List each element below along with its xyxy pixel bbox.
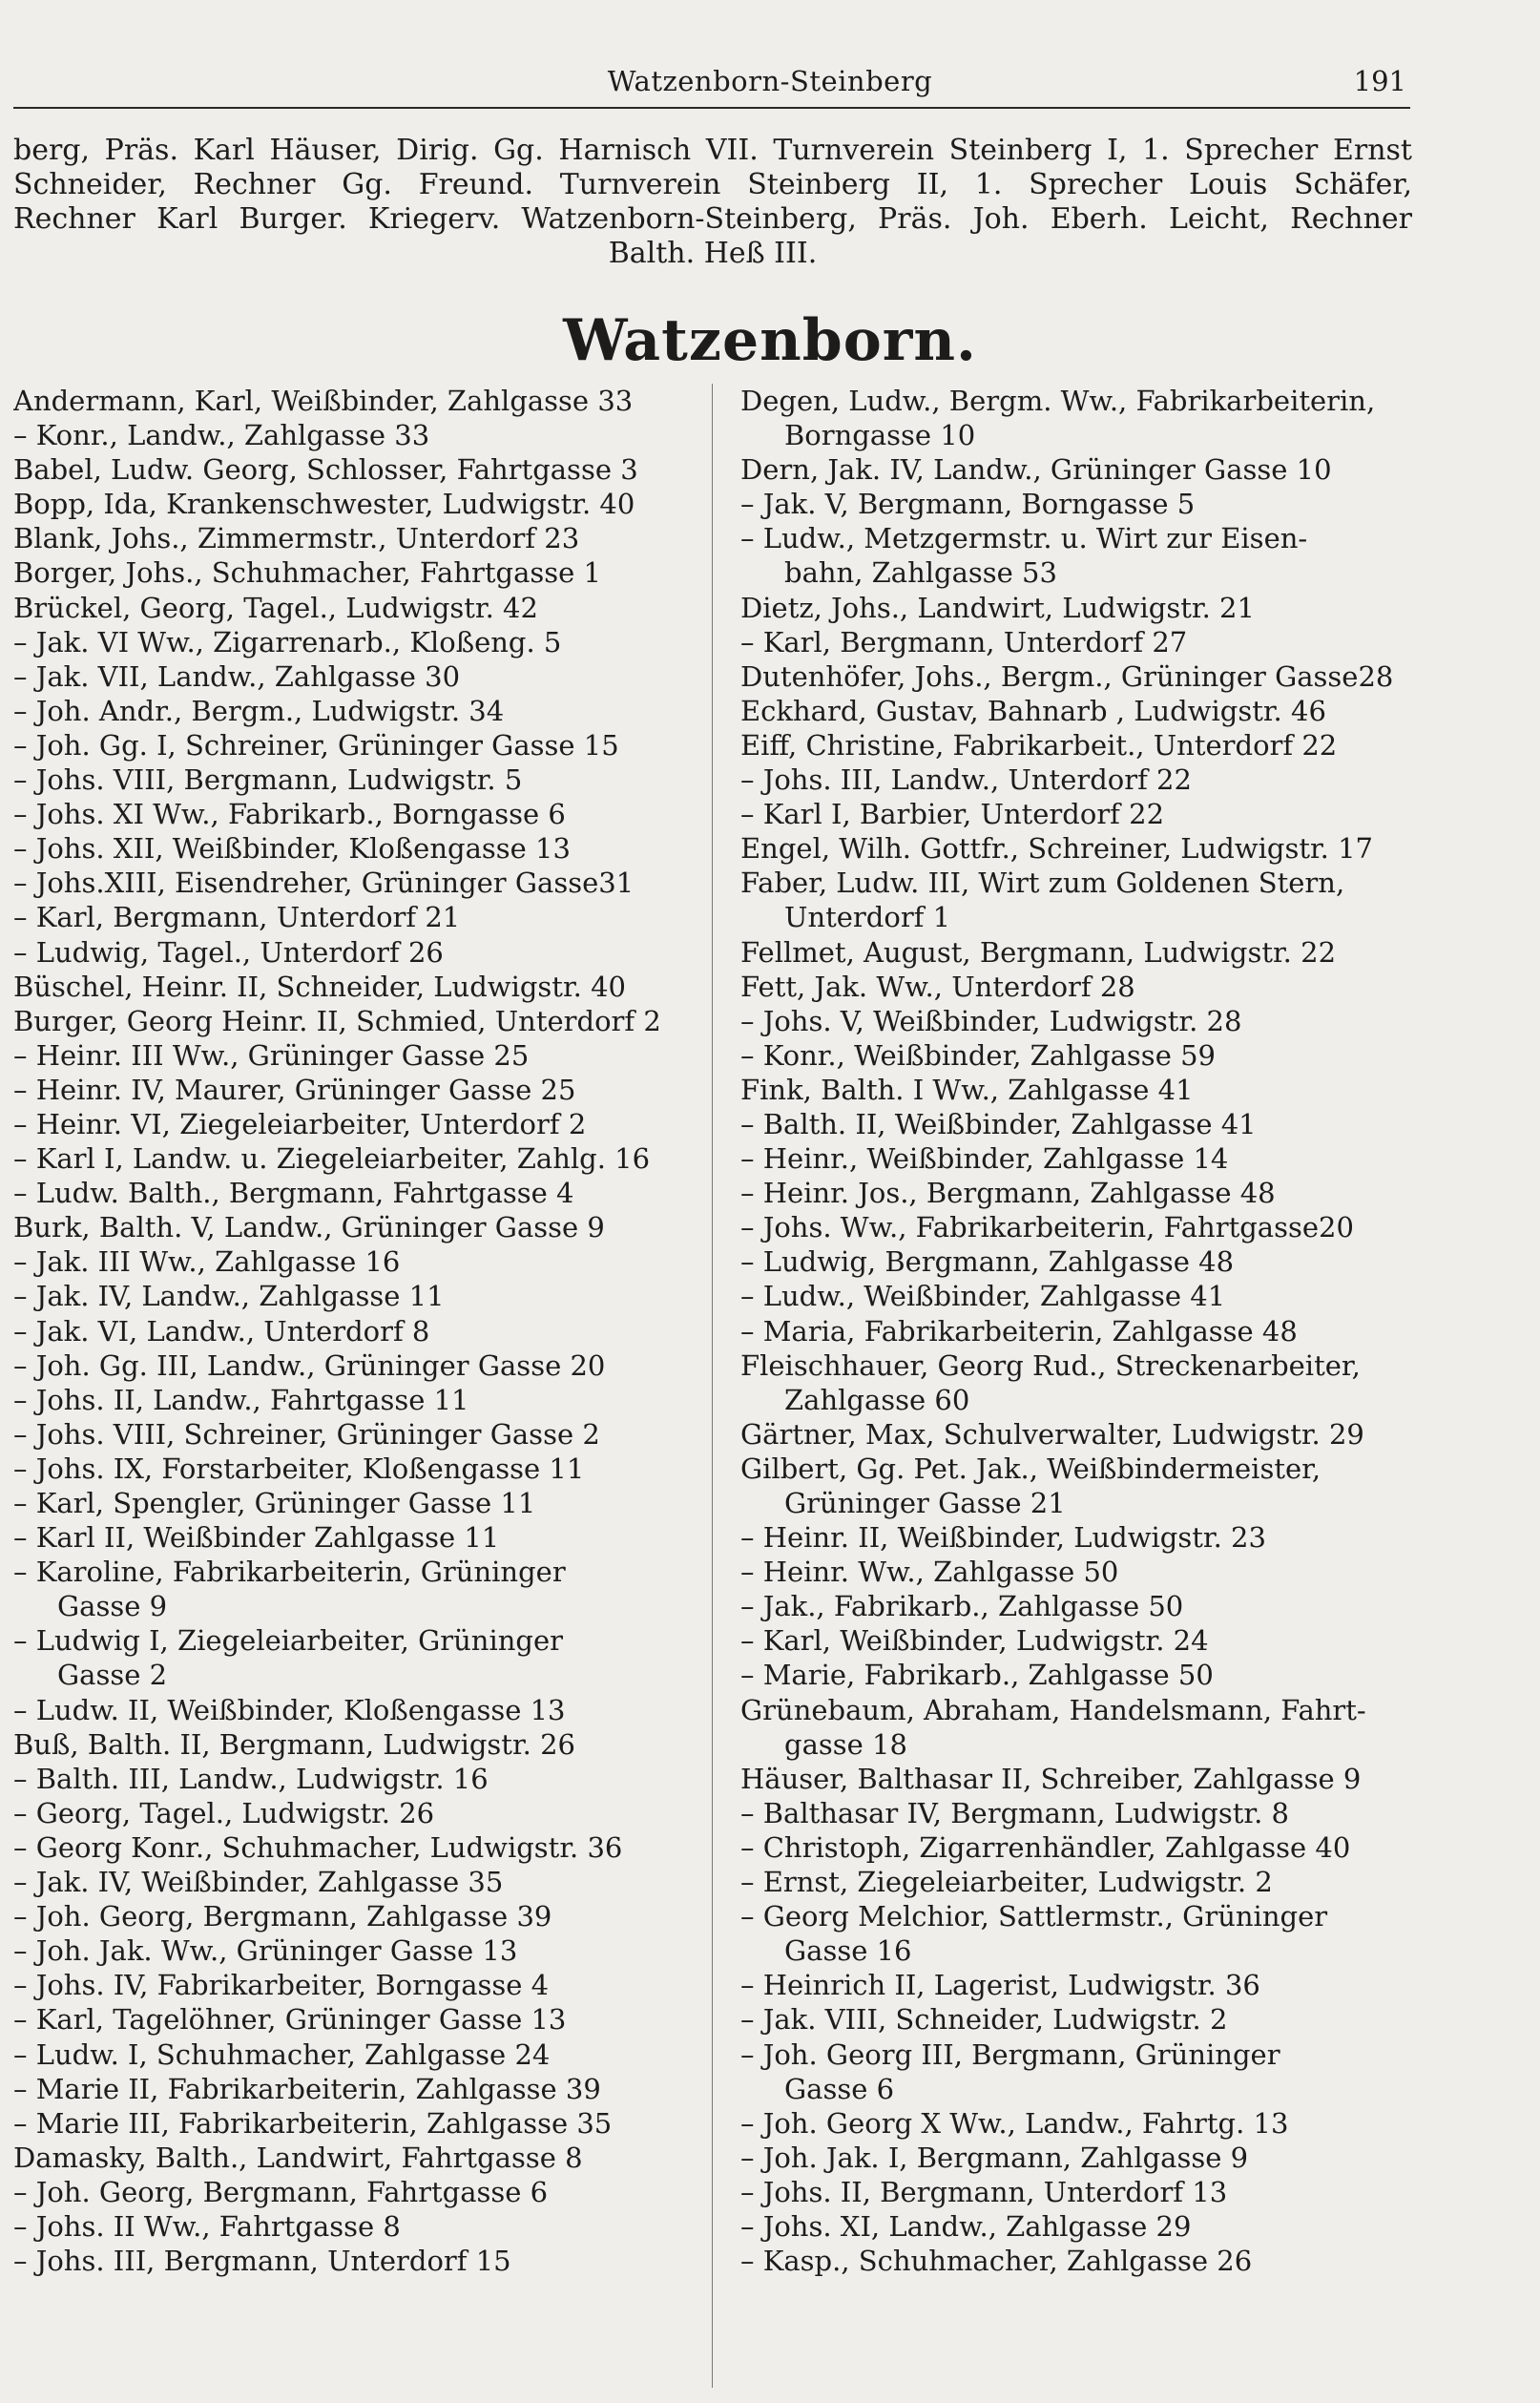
directory-entry: Fink, Balth. I Ww., Zahlgasse 41 [740, 1073, 1194, 1106]
directory-entry: – Jak. VI, Landw., Unterdorf 8 [13, 1314, 430, 1348]
directory-entry: – Maria, Fabrikarbeiterin, Zahlgasse 48 [740, 1314, 1298, 1348]
directory-entry: Buß, Balth. II, Bergmann, Ludwigstr. 26 [13, 1727, 575, 1761]
directory-entry: Dern, Jak. IV, Landw., Grüninger Gasse 10 [740, 453, 1332, 487]
directory-entry: gasse 18 [784, 1727, 907, 1761]
directory-entry: – Karoline, Fabrikarbeiterin, Grüninger [13, 1556, 566, 1589]
intro-line: Balth. Heß III. [608, 237, 818, 270]
directory-entry: – Jak. III Ww., Zahlgasse 16 [13, 1245, 401, 1279]
directory-entry: Borger, Johs., Schuhmacher, Fahrtgasse 1 [13, 556, 601, 590]
directory-entry: bahn, Zahlgasse 53 [784, 556, 1057, 590]
directory-entry: – Jak. V, Bergmann, Borngasse 5 [740, 488, 1196, 521]
directory-entry: – Joh. Georg X Ww., Landw., Fahrtg. 13 [740, 2106, 1289, 2140]
directory-entry: – Joh. Andr., Bergm., Ludwigstr. 34 [13, 694, 505, 727]
directory-entry: Gilbert, Gg. Pet. Jak., Weißbindermeister, [740, 1452, 1321, 1485]
right-column [740, 384, 1424, 2278]
directory-entry: – Kasp., Schuhmacher, Zahlgasse 26 [740, 2245, 1253, 2278]
directory-entry: – Jak. VI Ww., Zigarrenarb., Kloßeng. 5 [13, 625, 562, 658]
directory-entry: Borngasse 10 [784, 419, 976, 452]
intro-paragraph [13, 134, 1412, 271]
directory-entry: Andermann, Karl, Weißbinder, Zahlgasse 33 [13, 385, 634, 417]
directory-entry: Dietz, Johs., Landwirt, Ludwigstr. 21 [740, 591, 1255, 624]
directory-entry: Burk, Balth. V, Landw., Grüninger Gasse 9 [13, 1211, 605, 1244]
directory-entry: – Johs. II, Bergmann, Unterdorf 13 [740, 2175, 1228, 2208]
directory-entry: – Ludw. II, Weißbinder, Kloßengasse 13 [13, 1693, 566, 1726]
directory-entry: – Heinr. VI, Ziegeleiarbeiter, Unterdorf 2 [13, 1107, 587, 1140]
directory-entry: – Georg Melchior, Sattlermstr., Grüninger [740, 1900, 1328, 1933]
directory-entry: – Johs. II Ww., Fahrtgasse 8 [13, 2209, 401, 2243]
directory-entry: Fellmet, August, Bergmann, Ludwigstr. 22 [740, 935, 1337, 969]
directory-entry: – Joh. Gg. III, Landw., Grüninger Gasse 20 [13, 1348, 606, 1382]
page-title: Watzenborn-Steinberg [607, 65, 933, 97]
directory-entry: – Marie II, Fabrikarbeiterin, Zahlgasse 39 [13, 2072, 601, 2105]
directory-entry: – Johs. VIII, Schreiner, Grüninger Gasse 2 [13, 1417, 600, 1451]
header-rule [13, 107, 1410, 109]
intro-line: Schneider, Rechner Gg. Freund. Turnverein Steinberg II, 1. Sprecher Louis Schäfer, [13, 168, 1412, 201]
directory-entry: – Jak. IV, Weißbinder, Zahlgasse 35 [13, 1866, 504, 1899]
directory-entry: – Joh. Georg III, Bergmann, Grüninger [740, 2037, 1280, 2071]
directory-entry: – Johs. Ww., Fabrikarbeiterin, Fahrtgasse20 [740, 1211, 1354, 1244]
page-number: 191 [1353, 65, 1406, 97]
directory-entry: Fleischhauer, Georg Rud., Streckenarbeiter, [740, 1348, 1361, 1382]
directory-entry: – Karl I, Barbier, Unterdorf 22 [740, 798, 1165, 831]
directory-entry: Zahlgasse 60 [784, 1383, 970, 1416]
directory-entry: – Georg, Tagel., Ludwigstr. 26 [13, 1796, 435, 1829]
directory-entry: – Ludwig, Bergmann, Zahlgasse 48 [740, 1245, 1235, 1279]
directory-entry: – Ludw., Metzgermstr. u. Wirt zur Eisen- [740, 522, 1308, 555]
directory-entry: Gärtner, Max, Schulverwalter, Ludwigstr. 29 [740, 1417, 1364, 1451]
directory-entry: – Georg Konr., Schuhmacher, Ludwigstr. 36 [13, 1830, 623, 1864]
directory-entry: – Karl, Spengler, Grüninger Gasse 11 [13, 1487, 536, 1519]
directory-entry: – Johs. III, Bergmann, Unterdorf 15 [13, 2245, 511, 2278]
directory-entry: – Heinr. IV, Maurer, Grüninger Gasse 25 [13, 1073, 576, 1106]
directory-entry: – Johs.XIII, Eisendreher, Grüninger Gasse31 [13, 867, 635, 900]
column-divider [712, 384, 713, 2388]
directory-entry: – Johs. VIII, Bergmann, Ludwigstr. 5 [13, 763, 523, 797]
directory-entry: – Heinrich II, Lagerist, Ludwigstr. 36 [740, 1969, 1260, 2002]
directory-entry: – Christoph, Zigarrenhändler, Zahlgasse 40 [740, 1830, 1351, 1864]
directory-entry: – Johs. XI, Landw., Zahlgasse 29 [740, 2209, 1192, 2243]
directory-entry: – Johs. IX, Forstarbeiter, Kloßengasse 11 [13, 1452, 585, 1485]
directory-entry: – Marie III, Fabrikarbeiterin, Zahlgasse 35 [13, 2106, 613, 2140]
directory-entry: – Heinr. Ww., Zahlgasse 50 [740, 1556, 1119, 1589]
directory-entry: – Joh. Jak. I, Bergmann, Zahlgasse 9 [740, 2141, 1249, 2174]
directory-entry: Gasse 2 [57, 1659, 168, 1692]
directory-entry: Gasse 6 [784, 2072, 895, 2105]
directory-entry: – Heinr. III Ww., Grüninger Gasse 25 [13, 1038, 530, 1072]
directory-entry: – Karl, Bergmann, Unterdorf 27 [740, 625, 1188, 658]
directory-entry: – Karl, Weißbinder, Ludwigstr. 24 [740, 1624, 1209, 1658]
directory-entry: – Ludw., Weißbinder, Zahlgasse 41 [740, 1280, 1226, 1313]
directory-entry: Blank, Johs., Zimmermstr., Unterdorf 23 [13, 522, 580, 555]
intro-line: berg, Präs. Karl Häuser, Dirig. Gg. Harnisch VII. Turnverein Steinberg I, 1. Sprecher Ernst [13, 134, 1412, 167]
directory-entry: – Heinr., Weißbinder, Zahlgasse 14 [740, 1142, 1229, 1176]
directory-entry: – Heinr. II, Weißbinder, Ludwigstr. 23 [740, 1521, 1266, 1555]
directory-entry: – Karl, Tagelöhner, Grüninger Gasse 13 [13, 2003, 567, 2037]
directory-entry: Bopp, Ida, Krankenschwester, Ludwigstr. 40 [13, 488, 635, 521]
directory-entry: – Ludw. I, Schuhmacher, Zahlgasse 24 [13, 2037, 551, 2071]
directory-entry: – Ludw. Balth., Bergmann, Fahrtgasse 4 [13, 1177, 574, 1210]
intro-line: Rechner Karl Burger. Kriegerv. Watzenborn-Steinberg, Präs. Joh. Eberh. Leicht, Rechner [13, 202, 1412, 236]
directory-entry: – Joh. Jak. Ww., Grüninger Gasse 13 [13, 1934, 518, 1968]
directory-entry: – Jak., Fabrikarb., Zahlgasse 50 [740, 1590, 1184, 1623]
directory-entry: Gasse 16 [784, 1934, 912, 1968]
directory-entry: Brückel, Georg, Tagel., Ludwigstr. 42 [13, 591, 538, 624]
directory-entry: – Johs. IV, Fabrikarbeiter, Borngasse 4 [13, 1969, 550, 2002]
directory-entry: – Johs. V, Weißbinder, Ludwigstr. 28 [740, 1004, 1242, 1037]
directory-entry: – Joh. Georg, Bergmann, Fahrtgasse 6 [13, 2175, 549, 2208]
directory-entry: – Heinr. Jos., Bergmann, Zahlgasse 48 [740, 1177, 1276, 1210]
directory-entry: – Konr., Landw., Zahlgasse 33 [13, 419, 430, 452]
directory-entry: – Johs. II, Landw., Fahrtgasse 11 [13, 1383, 469, 1416]
directory-entry: – Jak. VIII, Schneider, Ludwigstr. 2 [740, 2003, 1228, 2037]
directory-entry: – Balthasar IV, Bergmann, Ludwigstr. 8 [740, 1796, 1289, 1829]
directory-entry: Damasky, Balth., Landwirt, Fahrtgasse 8 [13, 2141, 583, 2174]
directory-entry: Fett, Jak. Ww., Unterdorf 28 [740, 970, 1135, 1003]
directory-entry: Degen, Ludw., Bergm. Ww., Fabrikarbeiterin, [740, 385, 1376, 417]
directory-entry: – Jak. IV, Landw., Zahlgasse 11 [13, 1280, 445, 1313]
directory-entry: – Joh. Georg, Bergmann, Zahlgasse 39 [13, 1900, 552, 1933]
directory-entry: – Ludwig, Tagel., Unterdorf 26 [13, 935, 444, 969]
directory-entry: Engel, Wilh. Gottfr., Schreiner, Ludwigstr. 17 [740, 832, 1373, 866]
directory-entry: – Balth. II, Weißbinder, Zahlgasse 41 [740, 1107, 1257, 1140]
directory-entry: – Johs. III, Landw., Unterdorf 22 [740, 763, 1192, 797]
directory-entry: – Johs. XI Ww., Fabrikarb., Borngasse 6 [13, 798, 566, 831]
directory-entry: – Karl II, Weißbinder Zahlgasse 11 [13, 1521, 500, 1555]
left-column [13, 384, 693, 2278]
directory-entry: – Joh. Gg. I, Schreiner, Grüninger Gasse 15 [13, 728, 619, 762]
directory-entry: Eiff, Christine, Fabrikarbeit., Unterdorf 22 [740, 728, 1338, 762]
directory-entry: Dutenhöfer, Johs., Bergm., Grüninger Gasse28 [740, 659, 1394, 693]
directory-entry: Häuser, Balthasar II, Schreiber, Zahlgasse 9 [740, 1762, 1362, 1795]
directory-entry: – Karl I, Landw. u. Ziegeleiarbeiter, Zahlg. 16 [13, 1142, 651, 1176]
directory-entry: Babel, Ludw. Georg, Schlosser, Fahrtgasse 3 [13, 453, 638, 487]
directory-entry: Gasse 9 [57, 1590, 168, 1623]
section-heading: Watzenborn. [563, 307, 977, 374]
directory-entry: – Jak. VII, Landw., Zahlgasse 30 [13, 659, 461, 693]
directory-entry: – Balth. III, Landw., Ludwigstr. 16 [13, 1762, 489, 1795]
directory-entry: Faber, Ludw. III, Wirt zum Goldenen Stern, [740, 867, 1345, 900]
directory-entry: Grüninger Gasse 21 [784, 1487, 1066, 1519]
directory-entry: Unterdorf 1 [784, 901, 951, 934]
directory-entry: Büschel, Heinr. II, Schneider, Ludwigstr. 40 [13, 970, 626, 1003]
directory-entry: Eckhard, Gustav, Bahnarb , Ludwigstr. 46 [740, 694, 1326, 727]
directory-entry: – Karl, Bergmann, Unterdorf 21 [13, 901, 461, 934]
directory-entry: – Konr., Weißbinder, Zahlgasse 59 [740, 1038, 1216, 1072]
page-header [0, 59, 1540, 109]
directory-entry: – Ernst, Ziegeleiarbeiter, Ludwigstr. 2 [740, 1866, 1273, 1899]
directory-entry: Grünebaum, Abraham, Handelsmann, Fahrt- [740, 1693, 1366, 1726]
directory-entry: – Ludwig I, Ziegeleiarbeiter, Grüninger [13, 1624, 564, 1658]
directory-entry: – Johs. XII, Weißbinder, Kloßengasse 13 [13, 832, 571, 866]
directory-entry: Burger, Georg Heinr. II, Schmied, Unterdorf 2 [13, 1004, 661, 1037]
directory-entry: – Marie, Fabrikarb., Zahlgasse 50 [740, 1659, 1214, 1692]
